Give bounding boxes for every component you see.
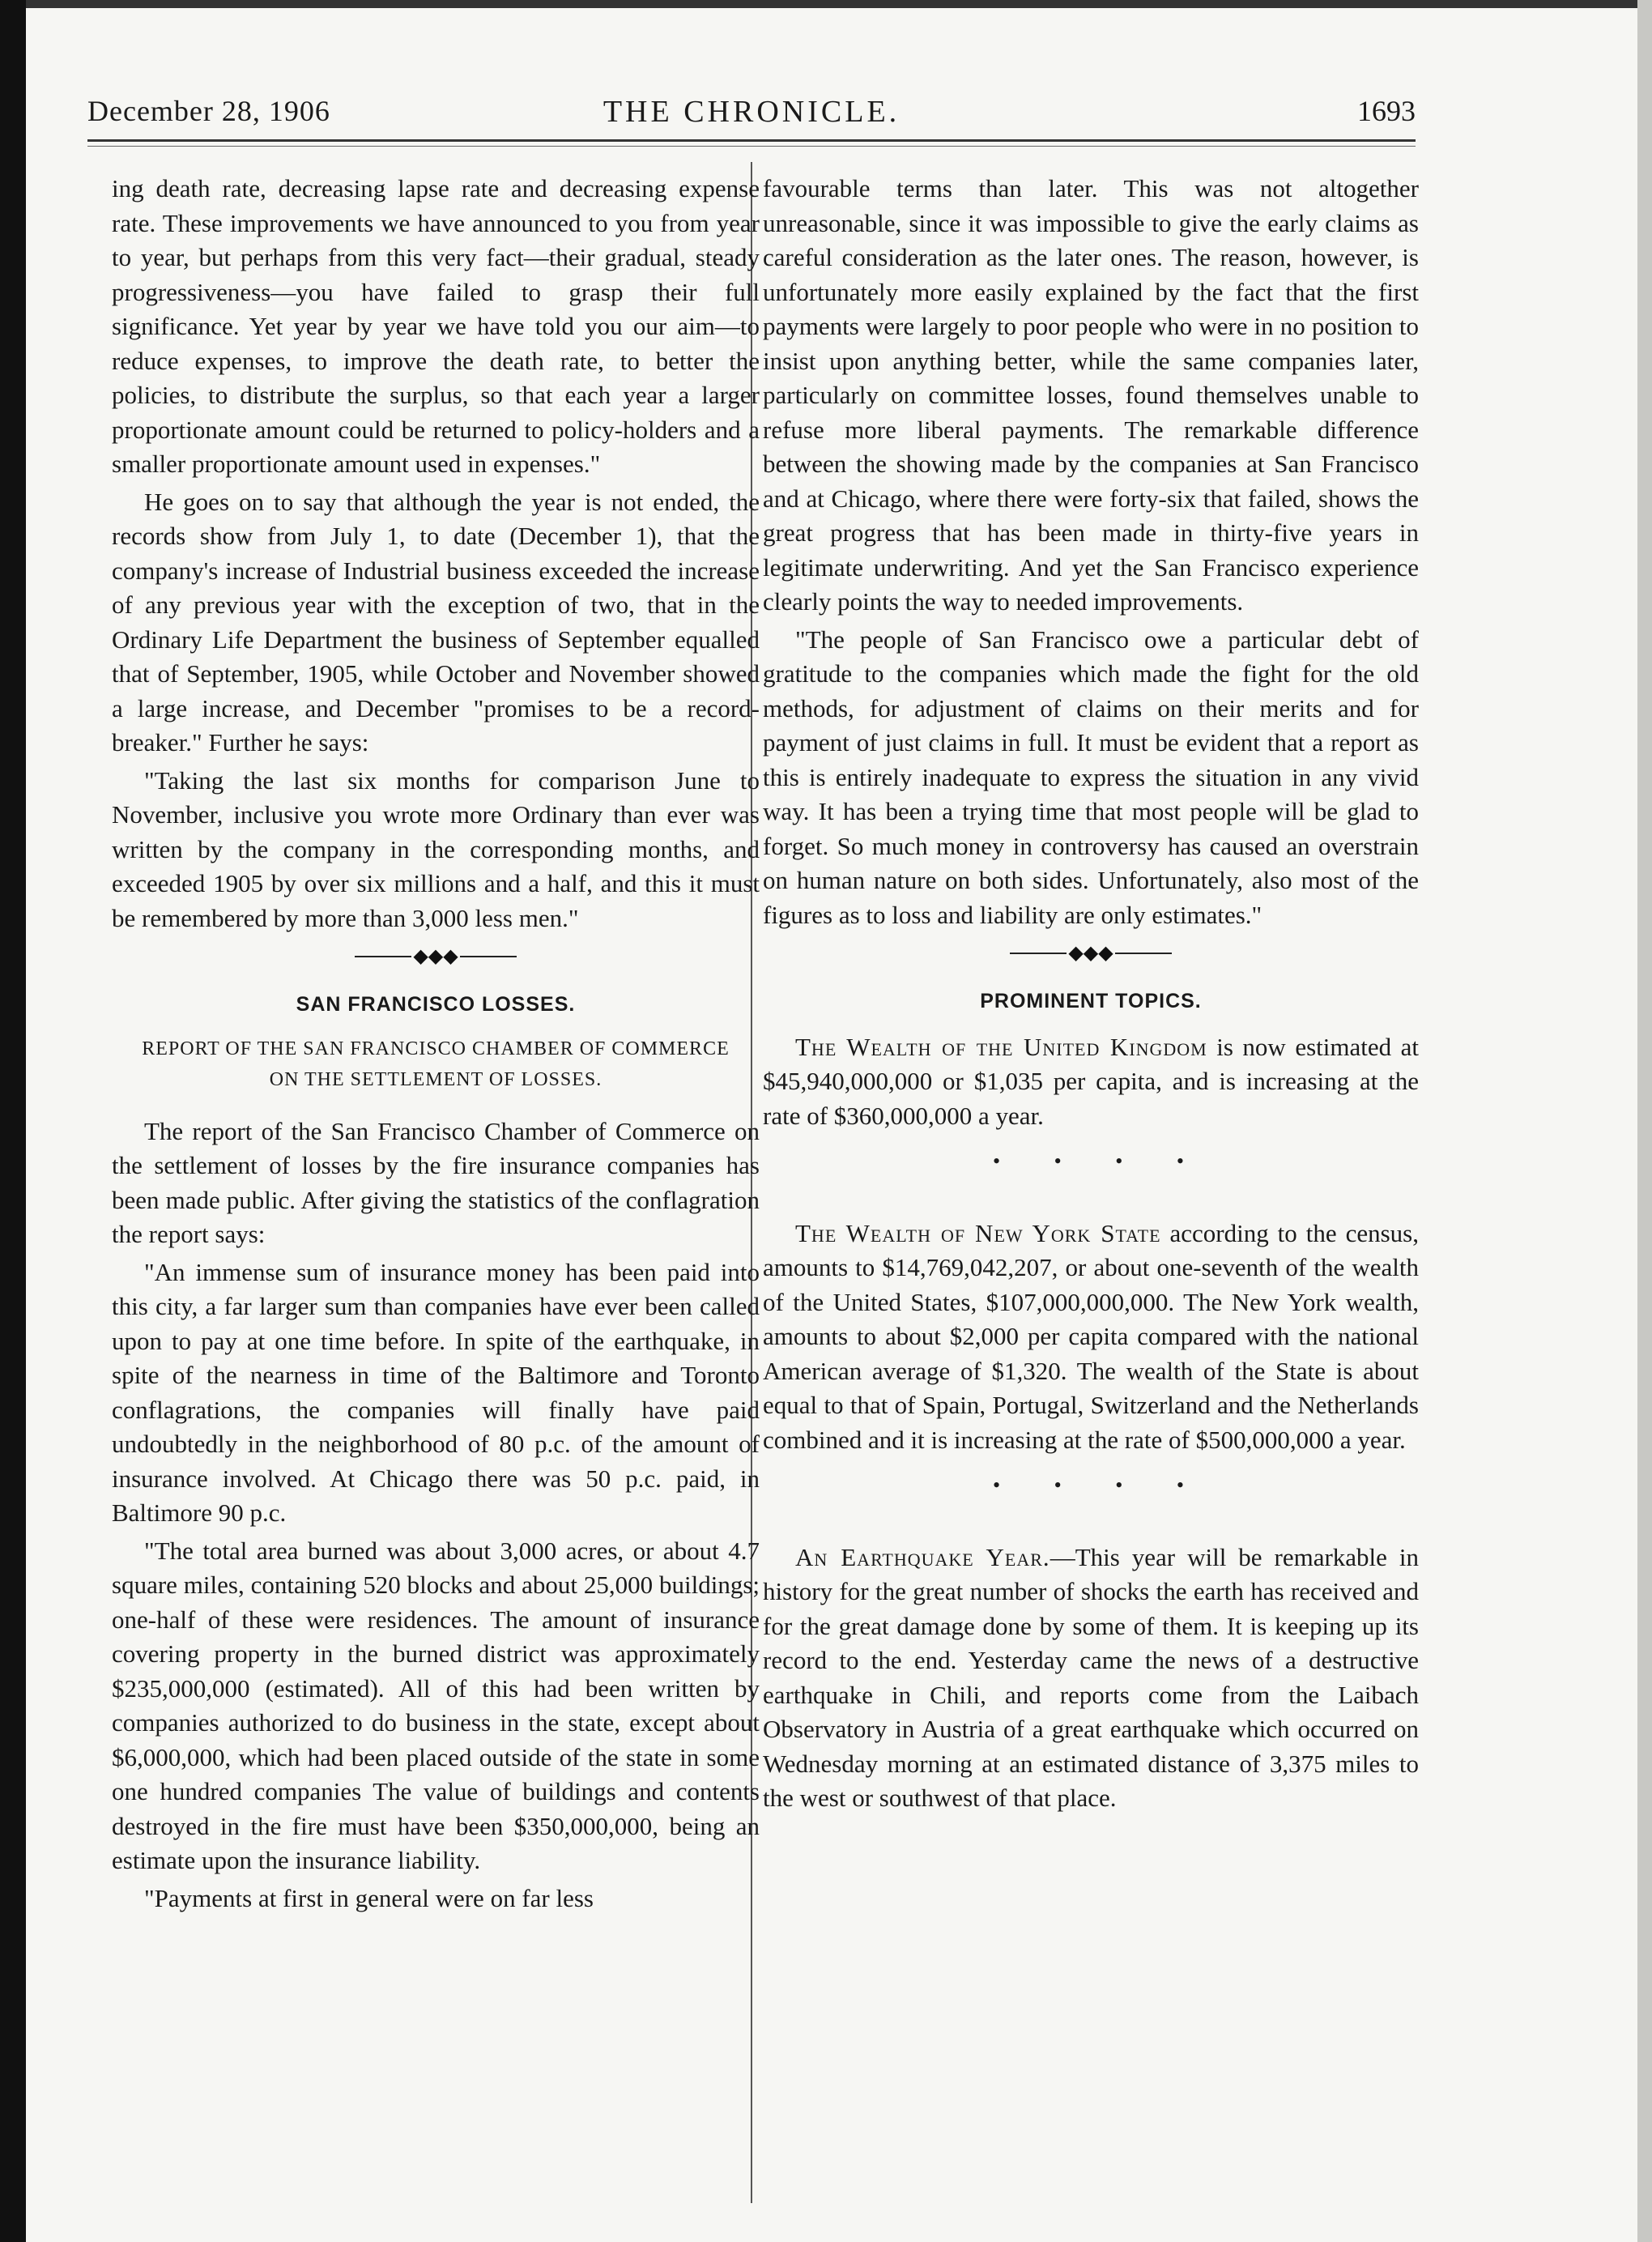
left-column (112, 172, 760, 1919)
section-ornament (763, 937, 1419, 970)
paragraph: "Taking the last six months for comparison June to November, inclusive you wrote more Ordinary than ever was written by the company in the corresponding months, and exceeded 1905 by over six millions and a half, and this it must be remembered by more than 3,000 less men." (112, 765, 760, 932)
page-header (87, 94, 1416, 143)
section-heading: SAN FRANCISCO LOSSES. (296, 993, 576, 1016)
topic-separator: • • • • (993, 1149, 1208, 1173)
topic-lead: The Wealth of the United Kingdom (795, 1032, 1207, 1061)
ornament-diamond-icon: ◆◆◆ (1068, 943, 1113, 964)
scan-border-left (0, 0, 26, 2242)
topic-body: according to the census, amounts to $14,769,042,207, or about one-seventh of the wealth of the United States, $107,000,000,000. The New York wealth, amounts to about $2,000 per capita compared with the national American average of $1,320. The wealth of the State is about equal to that of Spain, Portugal, Switzerland and the Netherlands combined and it is increasing at the rate of $500,000,000 a year. (763, 1218, 1419, 1454)
ornament-rule (1010, 953, 1067, 954)
paragraph: He goes on to say that although the year is not ended, the records show from July 1, to date (December 1), that the company's increase of Industrial business exceeded the increase of any previous year with the exception of two, that in the Ordinary Life Department the business of September equalled that of September, 1905, while October and November showed a large increase, and December "promises to be a record-breaker." Further he says: (112, 487, 760, 757)
section-ornament (112, 940, 760, 973)
paragraph: ing death rate, decreasing lapse rate and decreasing expense rate. These improvements we have announced to you from year to year, but perhaps from this very fact—their gradual, steady progressiveness—you have failed to grasp their full significance. Yet year by year we have told you our aim—to reduce expenses, to improve the death rate, to better the policies, to distribute the surplus, so that each year a larger proportionate amount could be returned to policy-holders and a smaller proportionate amount used in expenses." (112, 174, 760, 478)
masthead-title: THE CHRONICLE. (602, 95, 901, 129)
topic-body: is now estimated at $45,940,000,000 or $1,035 per capita, and is increasing at the rate of $360,000,000 a year. (763, 1032, 1419, 1130)
topic-lead: An Earthquake Year. (795, 1542, 1050, 1571)
section-subheading: REPORT OF THE SAN FRANCISCO CHAMBER OF COMMERCE ON THE SETTLEMENT OF LOSSES. (142, 1038, 730, 1090)
page-number: 1693 (1357, 95, 1416, 127)
topic-paragraph (763, 1541, 1419, 1816)
header-rule-thin (87, 146, 1416, 147)
topic-separator: • • • • (993, 1473, 1208, 1497)
topic-body: —This year will be remarkable in history for the great number of shocks the earth has received and for the great damage done by some of them. It is keeping up its record to the end. Yesterday came the news of a destructive earthquake in Chili, and reports come from the Laibach Observatory in Austria of a great earthquake which occurred on Wednesday morning at an estimated distance of 3,375 miles to the west or southwest of that place. (763, 1542, 1419, 1812)
section-heading: PROMINENT TOPICS. (980, 990, 1202, 1012)
paragraph: "The people of San Francisco owe a particular debt of gratitude to the companies which made the fight for the old methods, for adjustment of claims on their merits and for payment of just claims in full. It must be evident that a report as this is entirely inadequate to express the situation in any vivid way. It has been a trying time that most people will be glad to forget. So much money in controversy has caused an overstrain on human nature on both sides. Unfortunately, also most of the figures as to loss and liability are only estimates." (763, 624, 1419, 929)
scan-border-right (1637, 0, 1652, 2242)
topic-paragraph (763, 1030, 1419, 1134)
scan-border-top (0, 0, 1652, 8)
ornament-rule (1115, 953, 1172, 954)
topic-lead: The Wealth of New York State (795, 1218, 1161, 1247)
paragraph: The report of the San Francisco Chamber of Commerce on the settlement of losses by the fire insurance companies has been made public. After giving the statistics of the conflagration the report says: (112, 1116, 760, 1248)
ornament-rule (460, 956, 517, 957)
paragraph: "Payments at first in general were on far less (144, 1883, 594, 1912)
topic-paragraph (763, 1217, 1419, 1458)
header-rule (87, 139, 1416, 142)
paragraph: "An immense sum of insurance money has been paid into this city, a far larger sum than companies have ever been called upon to pay at one time before. In spite of the earthquake, in spite of the nearness in time of the Baltimore and Toronto conflagrations, the companies will finally have paid undoubtedly in the neighborhood of 80 p.c. of the amount of insurance involved. At Chicago there was 50 p.c. paid, in Baltimore 90 p.c. (112, 1257, 760, 1527)
right-column (763, 172, 1419, 1819)
ornament-rule (355, 956, 411, 957)
ornament-diamond-icon: ◆◆◆ (413, 946, 458, 967)
paragraph: "The total area burned was about 3,000 acres, or about 4.7 square miles, containing 520 blocks and about 25,000 buildings; one-half of these were residences. The amount of insurance covering property in the burned district was approximately $235,000,000 (estimated). All of this had been written by companies authorized to do business in the state, except about $6,000,000, which had been placed outside of the state in some one hundred companies The value of buildings and contents destroyed in the fire must have been $350,000,000, being an estimate upon the insurance liability. (112, 1536, 760, 1874)
paragraph: favourable terms than later. This was not altogether unreasonable, since it was impossible to give the early claims as careful consideration as the later ones. The reason, however, is unfortunately more easily explained by the fact that the first payments were largely to poor people who were in no position to insist upon anything better, while the same companies later, particularly on committee losses, found themselves unable to refuse more liberal payments. The remarkable difference between the showing made by the companies at San Francisco and at Chicago, where there were forty-six that failed, shows the great progress that has been made in thirty-five years in legitimate underwriting. And yet the San Francisco experience clearly points the way to needed improvements. (763, 174, 1419, 616)
issue-date: December 28, 1906 (87, 95, 330, 127)
